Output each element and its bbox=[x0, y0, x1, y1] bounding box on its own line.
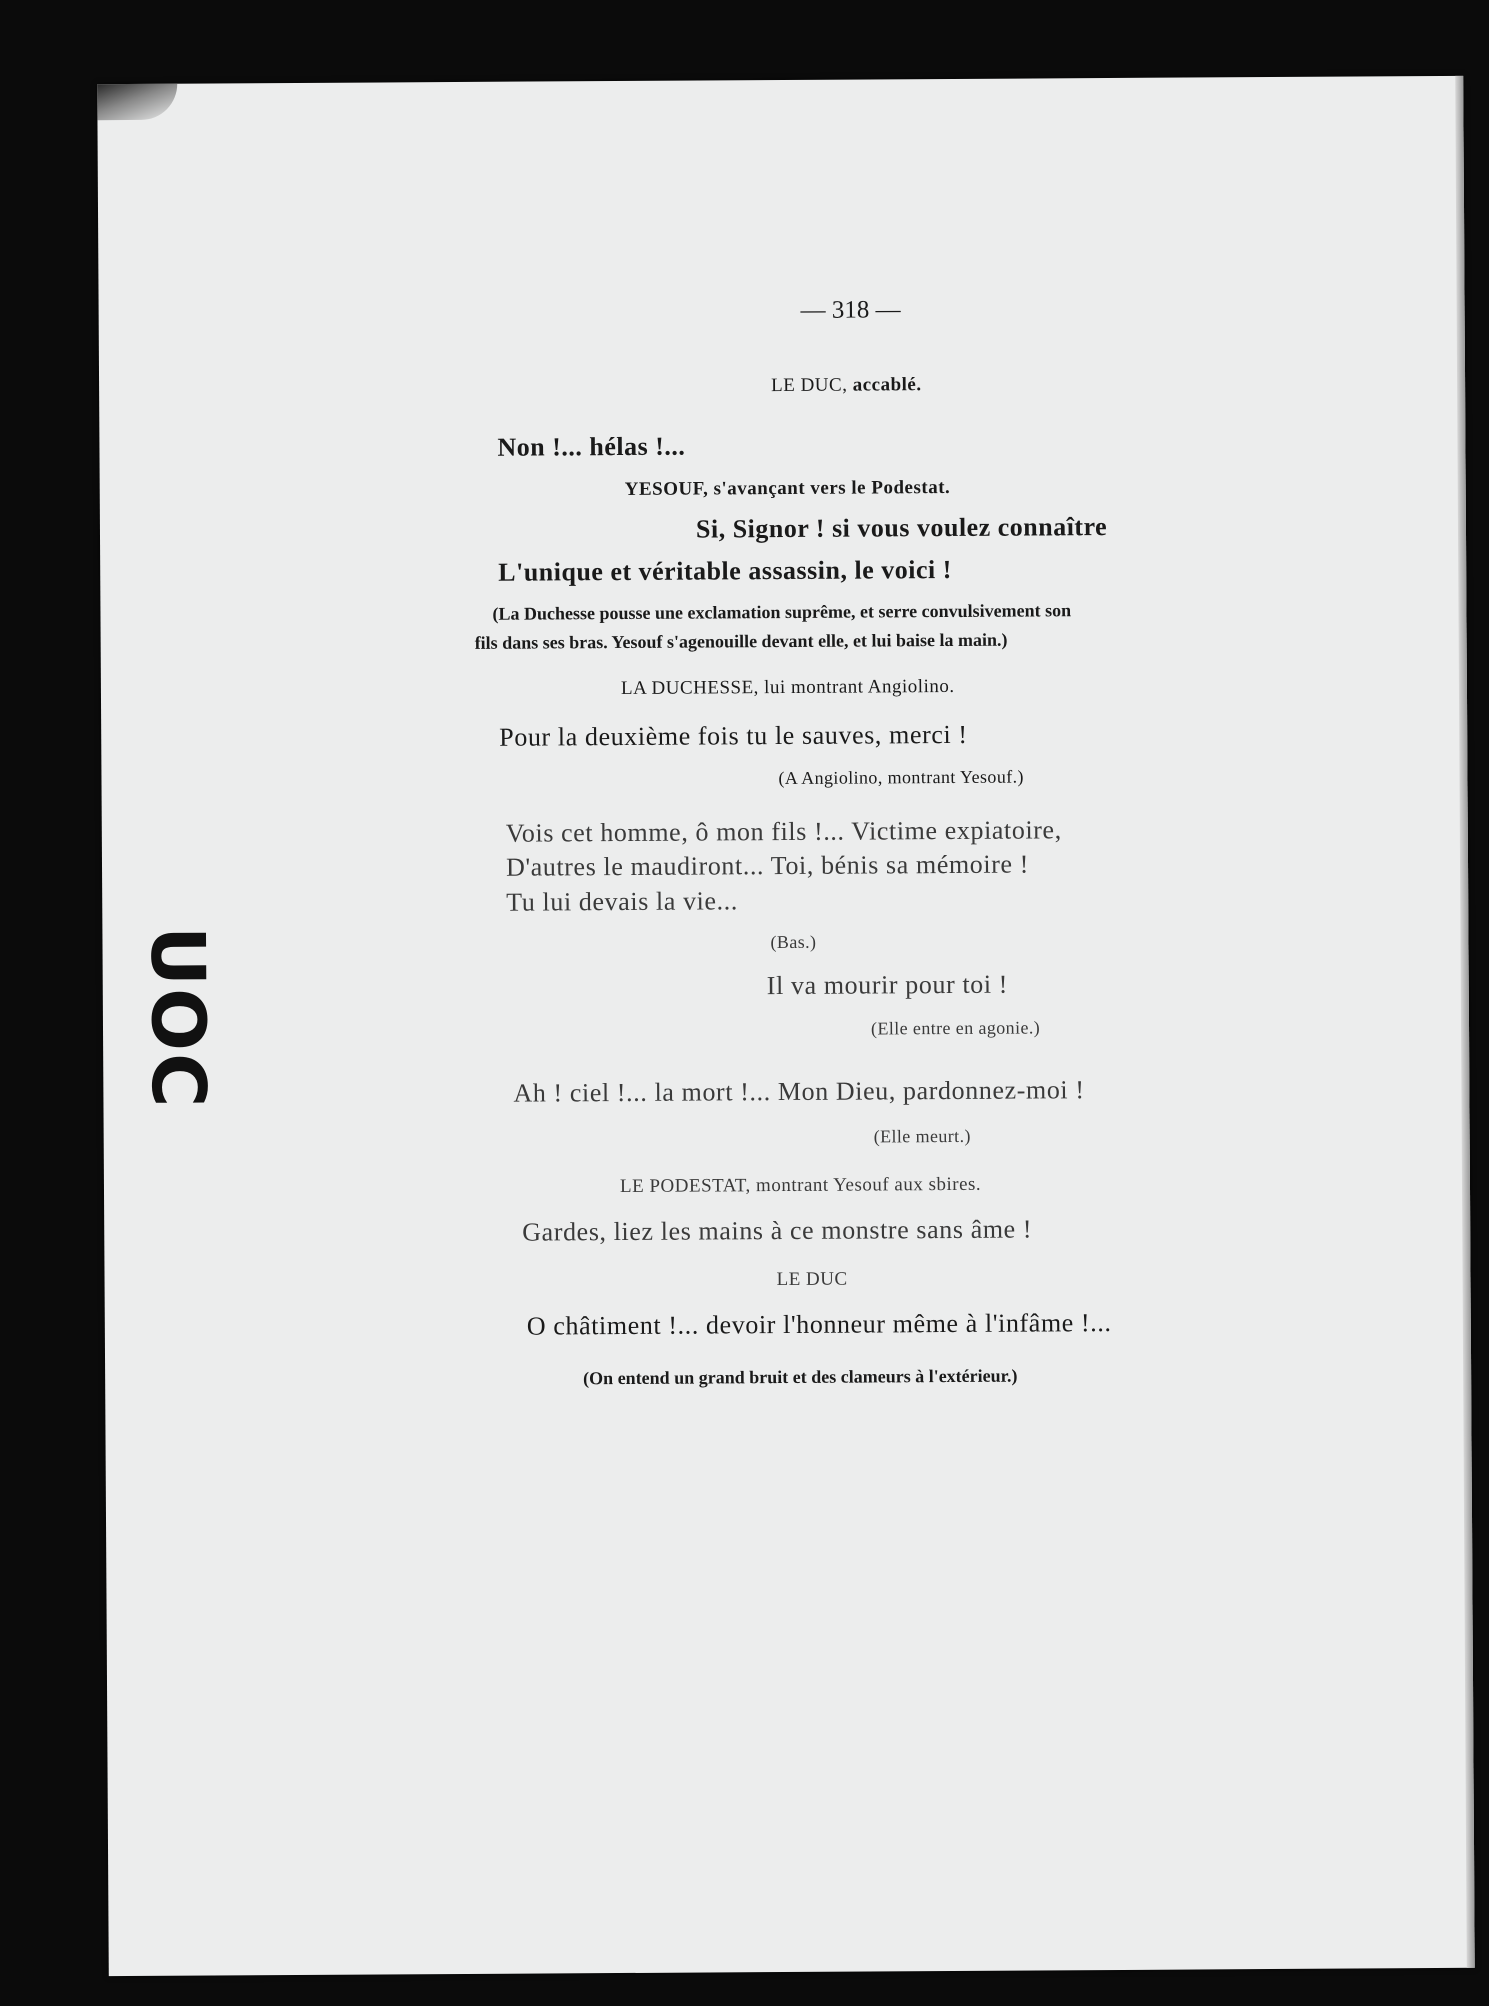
verse-line: O châtiment !... devoir l'honneur même à l'infâme !... bbox=[526, 1308, 1112, 1341]
verse-line: L'unique et véritable assassin, le voici ! bbox=[498, 554, 952, 587]
stage-direction: (Bas.) bbox=[770, 931, 817, 953]
speaker-heading bbox=[771, 375, 922, 395]
page-edge-shadow bbox=[1455, 76, 1475, 1968]
verse-line: Il va mourir pour toi ! bbox=[766, 969, 1009, 1001]
speaker-heading bbox=[776, 1270, 847, 1289]
stage-direction: (A Angiolino, montrant Yesouf.) bbox=[778, 766, 1024, 789]
stage-note: lui montrant Angiolino. bbox=[764, 675, 955, 699]
speaker-name: LE DUC bbox=[776, 1268, 848, 1291]
stage-direction: fils dans ses bras. Yesouf s'agenouille devant elle, et lui baise la main.) bbox=[474, 629, 1008, 653]
speaker-name: LA DUCHESSE, bbox=[620, 677, 759, 700]
verse-line: Non !... hélas !... bbox=[497, 431, 686, 462]
verse-line: Vois cet homme, ô mon fils !... Victime expiatoire, bbox=[505, 815, 1062, 848]
library-stamp: UOC bbox=[134, 925, 222, 1110]
stage-direction: (Elle entre en agonie.) bbox=[870, 1017, 1041, 1039]
speaker-heading bbox=[620, 1175, 981, 1196]
speaker-heading bbox=[625, 478, 951, 499]
speaker-name: LE PODESTAT, bbox=[619, 1175, 751, 1198]
verse-line: Si, Signor ! si vous voulez connaître bbox=[695, 512, 1108, 544]
stage-direction: (La Duchesse pousse une exclamation suprême, et serre convulsivement son bbox=[492, 600, 1072, 624]
stage-direction: (On entend un grand bruit et des clameurs à l'extérieur.) bbox=[583, 1365, 1018, 1389]
page-number: — 318 — bbox=[800, 296, 901, 324]
stage-note: accablé. bbox=[852, 374, 922, 396]
stage-direction: (Elle meurt.) bbox=[873, 1125, 971, 1147]
verse-line: Ah ! ciel !... la mort !... Mon Dieu, pardonnez-moi ! bbox=[513, 1075, 1085, 1108]
stage-note: s'avançant vers le Podestat. bbox=[713, 476, 951, 500]
verse-line: Gardes, liez les mains à ce monstre sans âme ! bbox=[522, 1214, 1033, 1247]
verse-line: Tu lui devais la vie... bbox=[506, 886, 738, 917]
book-page bbox=[97, 76, 1475, 1976]
stage-note: montrant Yesouf aux sbires. bbox=[755, 1173, 982, 1197]
verse-line: Pour la deuxième fois tu le sauves, merci ! bbox=[499, 719, 968, 752]
page-corner-curl bbox=[97, 84, 177, 120]
speaker-name: YESOUF, bbox=[624, 478, 709, 500]
verse-line: D'autres le maudiront... Toi, bénis sa mémoire ! bbox=[505, 849, 1030, 882]
speaker-heading bbox=[621, 677, 955, 698]
speaker-name: LE DUC, bbox=[771, 374, 848, 397]
